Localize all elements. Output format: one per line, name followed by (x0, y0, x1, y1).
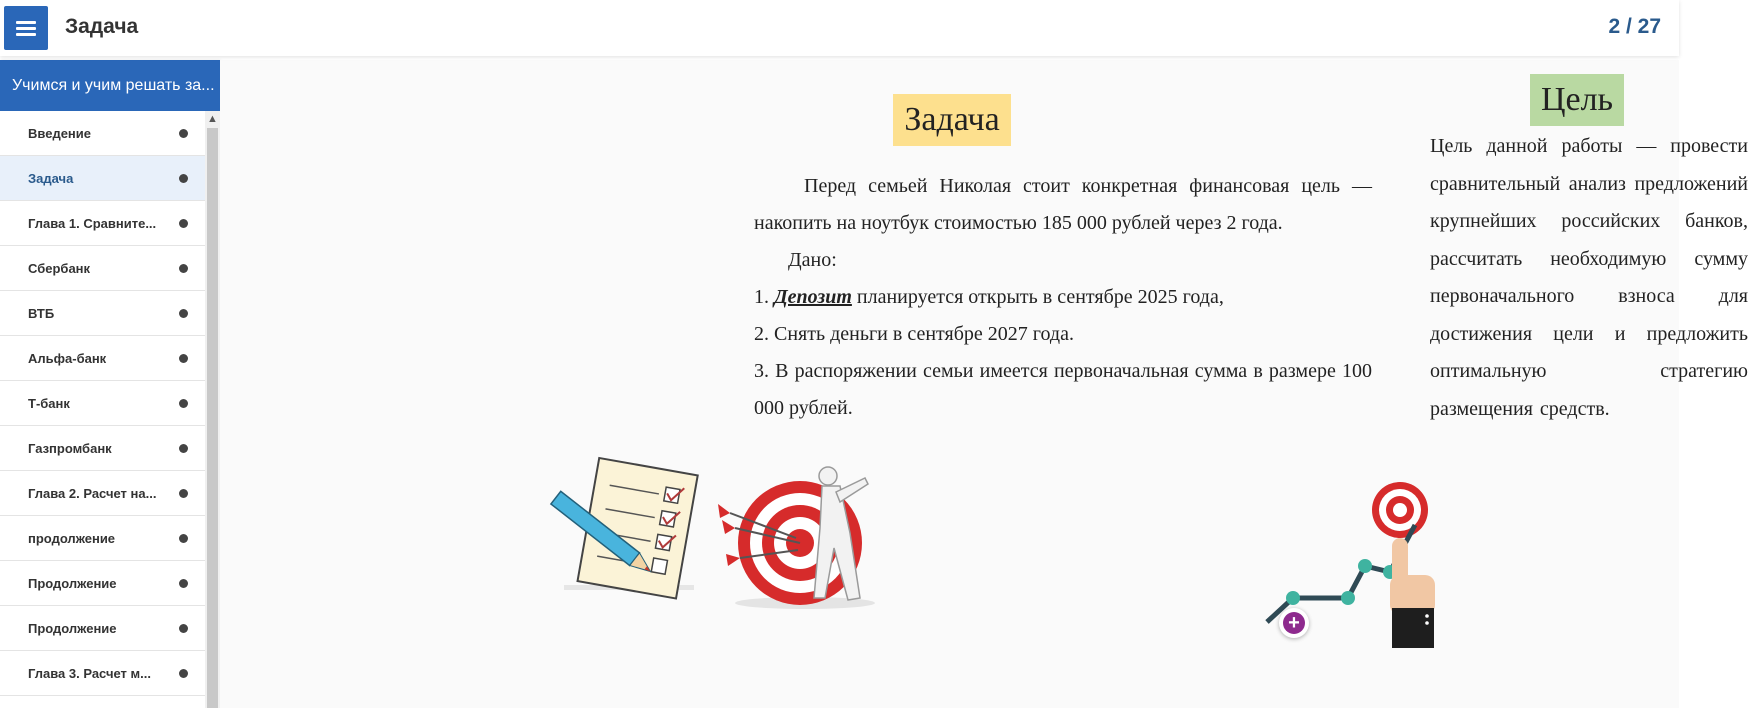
task-body (754, 168, 1372, 427)
sidebar-item-label: Т-банк (28, 396, 70, 411)
sidebar-item-gazprombank[interactable] (0, 426, 205, 471)
sidebar-item-task[interactable] (0, 156, 205, 201)
slide (220, 60, 1748, 708)
status-dot-icon (179, 264, 188, 273)
given-label: Дано: (788, 249, 837, 271)
status-dot-icon (179, 129, 188, 138)
status-dot-icon (179, 309, 188, 318)
sidebar-item-continuation-2[interactable] (0, 561, 205, 606)
sidebar-item-label: Введение (28, 126, 91, 141)
sidebar-item-vtb[interactable] (0, 291, 205, 336)
sidebar-item-chapter2[interactable] (0, 471, 205, 516)
given-item-2: 2. Снять деньги в сентябре 2027 года. (754, 323, 1074, 345)
status-dot-icon (179, 624, 188, 633)
given-item-1 (754, 279, 1372, 316)
sidebar-item-label: Продолжение (28, 621, 117, 636)
scrollbar-thumb[interactable] (207, 128, 218, 708)
sidebar-item-label: Глава 2. Расчет на... (28, 486, 157, 501)
plus-icon: + (1283, 612, 1305, 634)
sidebar-title[interactable]: Учимся и учим решать за... (0, 60, 220, 111)
menu-button[interactable] (4, 6, 48, 50)
sidebar-item-label: продолжение (28, 531, 116, 546)
checklist-pencil-image (554, 450, 704, 610)
task-intro: Перед семьей Николая стоит конкретная финансовая цель — накопить на ноутбук стоимостью 185 000 рублей через 2 года. (754, 175, 1372, 234)
sidebar-item-label: Газпромбанк (28, 441, 112, 456)
top-bar (0, 0, 1679, 56)
goal-body: Цель данной работы — провести сравнительный анализ предложений крупнейших российских банков, рассчитать необходимую сумму первоначального взноса для достижения цели и предложить оптимальную стратегию размещения средств. (1430, 135, 1748, 420)
sidebar-item-label: ВТБ (28, 306, 55, 321)
main-content (220, 60, 1748, 708)
sidebar-scrollbar[interactable] (205, 111, 220, 708)
sidebar-item-label: Глава 3. Расчет м... (28, 666, 151, 681)
status-dot-icon (179, 534, 188, 543)
status-dot-icon (179, 669, 188, 678)
status-dot-icon (179, 579, 188, 588)
sidebar-item-label: Сбербанк (28, 261, 91, 276)
page-title: Задача (65, 15, 139, 38)
sidebar-item-continuation-3[interactable] (0, 606, 205, 651)
page-counter: 2 / 27 (1608, 15, 1661, 38)
sidebar-item-label: Продолжение (28, 576, 117, 591)
sidebar-list (0, 111, 205, 708)
status-dot-icon (179, 444, 188, 453)
sidebar (0, 60, 220, 708)
status-dot-icon (179, 219, 188, 228)
deposit-keyword: Депозит (774, 286, 852, 308)
menu-icon-bar (16, 27, 36, 30)
sidebar-item-chapter3[interactable] (0, 651, 205, 696)
task-heading: Задача (893, 94, 1011, 146)
sidebar-item-chapter1[interactable] (0, 201, 205, 246)
sidebar-item-continuation-1[interactable] (0, 516, 205, 561)
sidebar-item-intro[interactable] (0, 111, 205, 156)
add-button[interactable] (1279, 608, 1309, 638)
chevron-up-icon[interactable]: ▲ (207, 113, 218, 125)
given-item-1-text: планируется открыть в сентябре 2025 года, (851, 286, 1224, 308)
given-item-1-number: 1. (754, 286, 769, 308)
goal-heading: Цель (1530, 74, 1624, 126)
given-item-3: 3. В распоряжении семьи имеется первоначальная сумма в размере 100 000 рублей. (754, 360, 1372, 419)
sidebar-item-label: Альфа-банк (28, 351, 107, 366)
menu-icon-bar (16, 33, 36, 36)
target-figure-image (710, 458, 880, 613)
sidebar-item-alfa[interactable] (0, 336, 205, 381)
status-dot-icon (179, 174, 188, 183)
sidebar-item-label: Задача (28, 171, 74, 186)
status-dot-icon (179, 399, 188, 408)
sidebar-item-tbank[interactable] (0, 381, 205, 426)
status-dot-icon (179, 489, 188, 498)
status-dot-icon (179, 354, 188, 363)
menu-icon-bar (16, 21, 36, 24)
sidebar-item-label: Глава 1. Сравните... (28, 216, 157, 231)
sidebar-item-sberbank[interactable] (0, 246, 205, 291)
